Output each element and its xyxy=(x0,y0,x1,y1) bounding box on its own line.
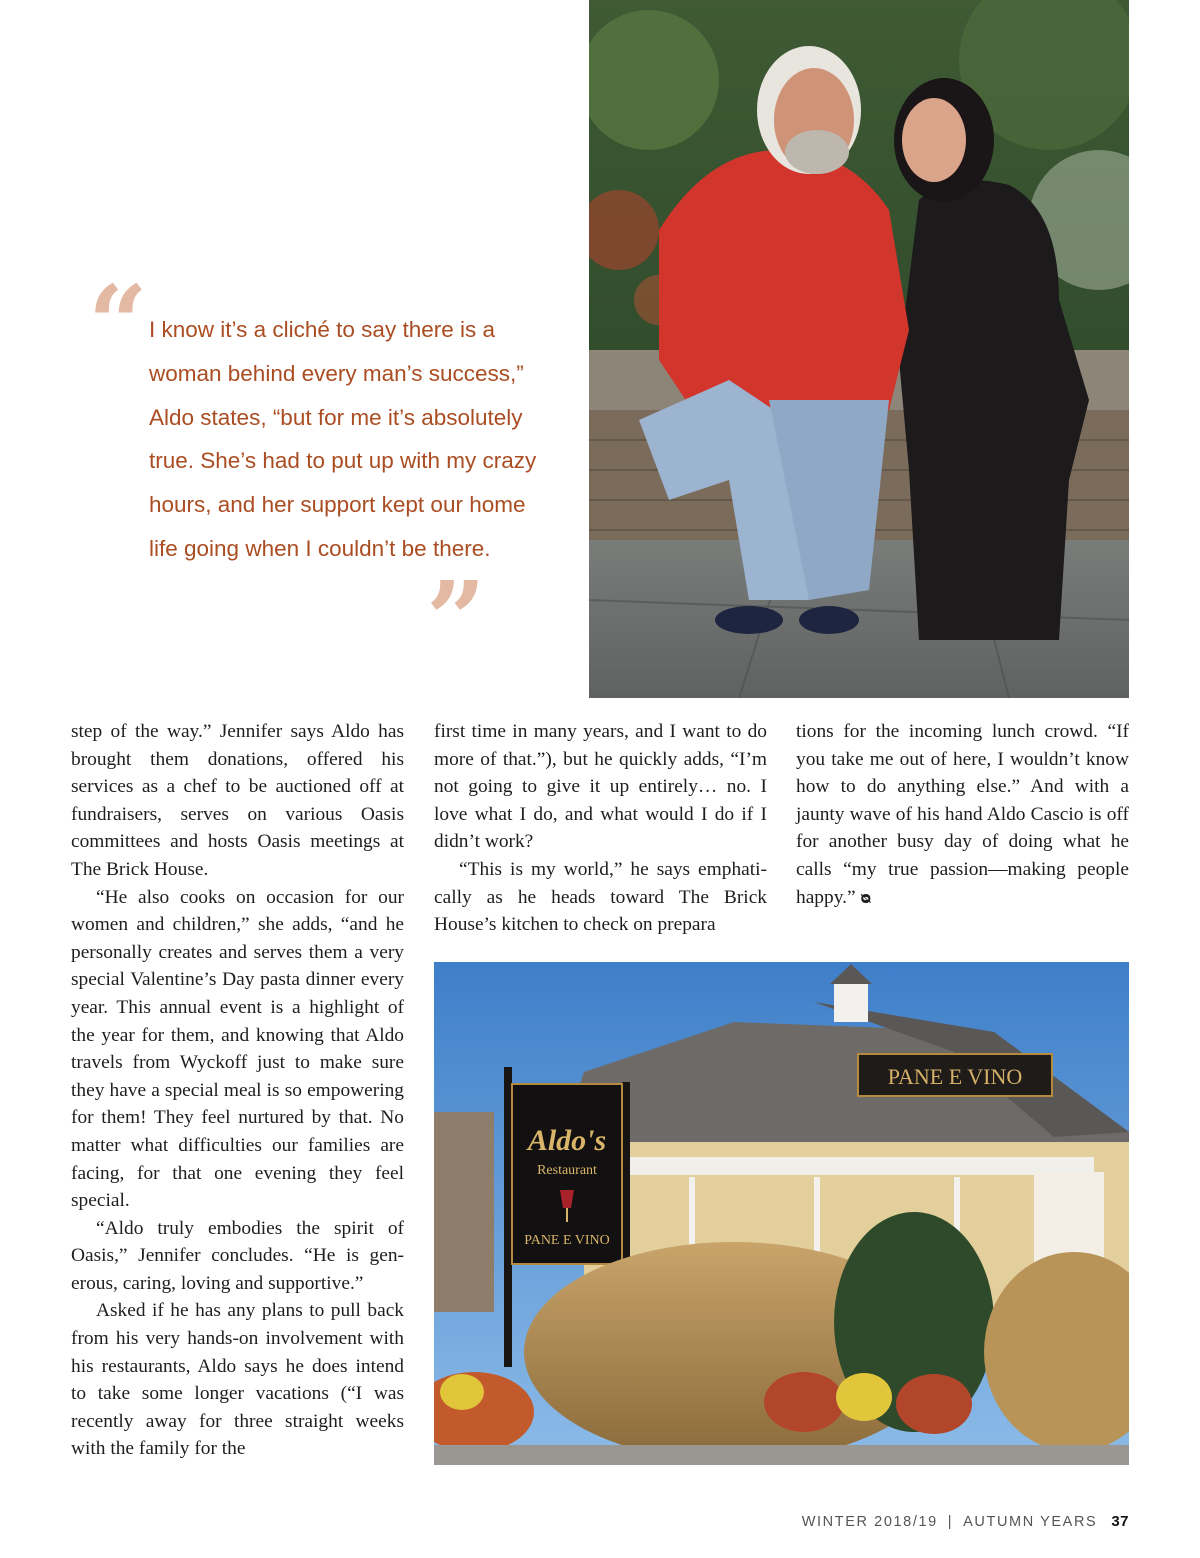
page-footer xyxy=(802,1513,1129,1530)
paragraph: first time in many years, and I want to do more of that.”), but he quickly adds, “I’m not going to give it up entirely… no. I love what I do, and what would I do if I didn’t work? xyxy=(434,721,767,853)
footer-separator: | xyxy=(947,1514,954,1530)
paragraph: Asked if he has any plans to pull back from his very hands-on involvement with his restaurants, Aldo says he does intend to take some longer vacations (“I was recently away for three straight weeks with the family for the xyxy=(71,1300,404,1460)
pull-quote-text: I know it’s a cliché to say there is a woman behind every man’s success,” Aldo states, “but for me it’s absolutely true. She’s had to put up with my crazy hours, and her support kept our home life going when I couldn’t be there. xyxy=(149,317,537,561)
post-sign-bottom: PANE E VINO xyxy=(524,1233,610,1248)
paragraph: “This is my world,” he says emphatically as he heads toward The Brick House’s kitchen to check on prepara xyxy=(434,858,767,936)
post-sign-name: Aldo's xyxy=(527,1124,607,1157)
paragraph: “Aldo truly embodies the spirit of Oasis,” Jennifer concludes. “He is generous, caring, loving and supportive.” xyxy=(71,1217,404,1294)
restaurant-photo xyxy=(434,962,1129,1465)
footer-issue: WINTER 2018/19 xyxy=(801,1514,938,1530)
couple-photo xyxy=(589,0,1129,698)
paragraph: “He also cooks on occasion for our women and children,” she adds, “and he personally creates and serves them a very special Valentine’s Day pasta dinner every year. This annual event is a highlight of the year for them, and knowing that Aldo travels from Wyckoff just to make sure they have a special meal is so empowering for them! They feel nurtured by that. No matter what difficulties our families are facing, for that one evening they feel special. xyxy=(71,886,404,1212)
paragraph xyxy=(796,718,1129,911)
footer-magazine: AUTUMN YEARS xyxy=(963,1514,1098,1530)
article-column-2 xyxy=(434,718,767,939)
page-number: 37 xyxy=(1111,1513,1129,1530)
article-column-1 xyxy=(71,718,404,1463)
close-quote-mark: ” xyxy=(426,558,486,681)
roof-sign-text: PANE E VINO xyxy=(887,1064,1023,1089)
article-column-3 xyxy=(796,718,1129,911)
post-sign-sub: Restaurant xyxy=(537,1163,597,1178)
open-quote-mark: “ xyxy=(88,262,148,385)
paragraph-text: tions for the incoming lunch crowd. “If you take me out of here, I wouldn’t know how to do anything else.” And with a jaunty wave of his hand Aldo Cascio is off for another busy day of doing what he calls “my true passion—making people happy.” xyxy=(796,721,1129,908)
paragraph: step of the way.” Jennifer says Aldo has brought them donations, offered his services as a chef to be auctioned off at fundraisers, serves on various Oasis committees and hosts Oasis meetings at The Brick House. xyxy=(71,721,404,880)
end-mark-icon: ᴓ xyxy=(860,887,872,907)
